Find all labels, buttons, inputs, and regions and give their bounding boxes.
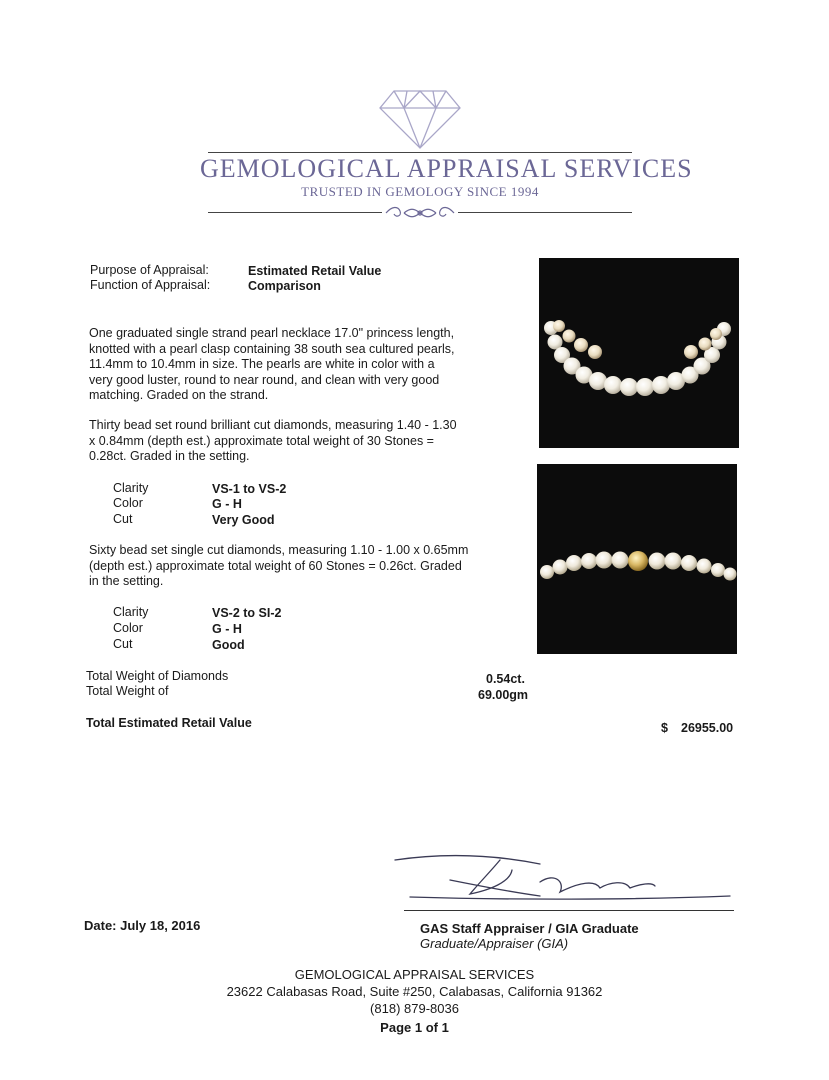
- footer-company: GEMOLOGICAL APPRAISAL SERVICES: [294, 967, 535, 982]
- total-weight-label: Total Weight of: [86, 684, 169, 698]
- diamond-set-2-clarity-label: Clarity: [113, 605, 149, 619]
- page-number: Page 1 of 1: [380, 1020, 449, 1035]
- total-retail-label: Total Estimated Retail Value: [86, 716, 252, 730]
- brand-tagline: TRUSTED IN GEMOLOGY SINCE 1994: [301, 184, 539, 199]
- diamond-outline-icon: [378, 88, 462, 150]
- necklace-image: [539, 258, 739, 448]
- footer-address: 23622 Calabasas Road, Suite #250, Calabasas, California 91362: [226, 984, 603, 999]
- diamond-set-1-description: [89, 418, 529, 465]
- diamond-set-2-cut-label: Cut: [113, 637, 133, 651]
- function-value: Comparison: [248, 279, 321, 293]
- total-weight-value: 69.00gm: [478, 688, 529, 702]
- pearl-description-line: matching. Graded on the strand.: [89, 388, 269, 402]
- clasp-photo: [537, 464, 737, 654]
- clasp-image: [537, 464, 737, 654]
- diamond-set-2-line: Sixty bead set single cut diamonds, measuring 1.10 - 1.00 x 0.65mm: [89, 543, 469, 557]
- diamond-set-2-color-label: Color: [113, 621, 143, 635]
- diamond-set-2-color-value: G - H: [212, 622, 242, 636]
- total-diamonds-value: 0.54ct.: [486, 672, 525, 686]
- total-diamonds-label: Total Weight of Diamonds: [86, 669, 229, 683]
- diamond-set-1-clarity-label: Clarity: [113, 481, 149, 495]
- footer-phone: (818) 879-8036: [370, 1001, 459, 1016]
- necklace-photo: [539, 258, 739, 448]
- diamond-set-2-line: (depth est.) approximate total weight of 60 Stones = 0.26ct. Graded: [89, 558, 462, 573]
- currency-symbol: $: [661, 721, 668, 735]
- diamond-set-1-line: 0.28ct. Graded in the setting.: [89, 449, 250, 463]
- appraiser-signature: [390, 852, 740, 912]
- diamond-set-1-line: Thirty bead set round brilliant cut diamonds, measuring 1.40 - 1.30: [89, 418, 457, 432]
- diamond-set-1-line: x 0.84mm (depth est.) approximate total weight of 30 Stones =: [89, 433, 434, 448]
- diamond-set-2-cut-value: Good: [212, 638, 245, 652]
- brand-name: GEMOLOGICAL APPRAISAL SERVICES: [200, 154, 693, 183]
- pearl-description-line: 11.4mm to 10.4mm in size. The pearls are white in color with a: [89, 357, 435, 371]
- scroll-ornament-icon: [384, 204, 456, 222]
- purpose-value: Estimated Retail Value: [248, 264, 382, 278]
- diamond-set-2-description: [89, 543, 529, 590]
- appraiser-subtitle: Graduate/Appraiser (GIA): [420, 936, 569, 951]
- diamond-set-1-color-label: Color: [113, 496, 143, 510]
- company-logo: [200, 88, 693, 228]
- pearl-description-line: One graduated single strand pearl necklace 17.0" princess length,: [89, 326, 455, 340]
- diamond-set-1-cut-value: Very Good: [212, 513, 275, 527]
- diamond-set-1-color-value: G - H: [212, 497, 242, 511]
- appraisal-date: Date: July 18, 2016: [84, 918, 201, 933]
- appraiser-title: GAS Staff Appraiser / GIA Graduate: [420, 921, 639, 936]
- pearl-description: [89, 326, 529, 404]
- diamond-set-2-line: in the setting.: [89, 574, 164, 588]
- total-retail-value: 26955.00: [681, 721, 734, 735]
- pearl-description-line: knotted with a pearl clasp containing 38 south sea cultured pearls,: [89, 341, 455, 356]
- function-label: Function of Appraisal:: [90, 278, 211, 292]
- purpose-label: Purpose of Appraisal:: [90, 263, 209, 277]
- pearl-description-line: very good luster, round to near round, and clean with very good: [89, 372, 440, 387]
- diamond-set-2-clarity-value: VS-2 to SI-2: [212, 606, 282, 620]
- diamond-set-1-clarity-value: VS-1 to VS-2: [212, 482, 287, 496]
- diamond-set-1-cut-label: Cut: [113, 512, 133, 526]
